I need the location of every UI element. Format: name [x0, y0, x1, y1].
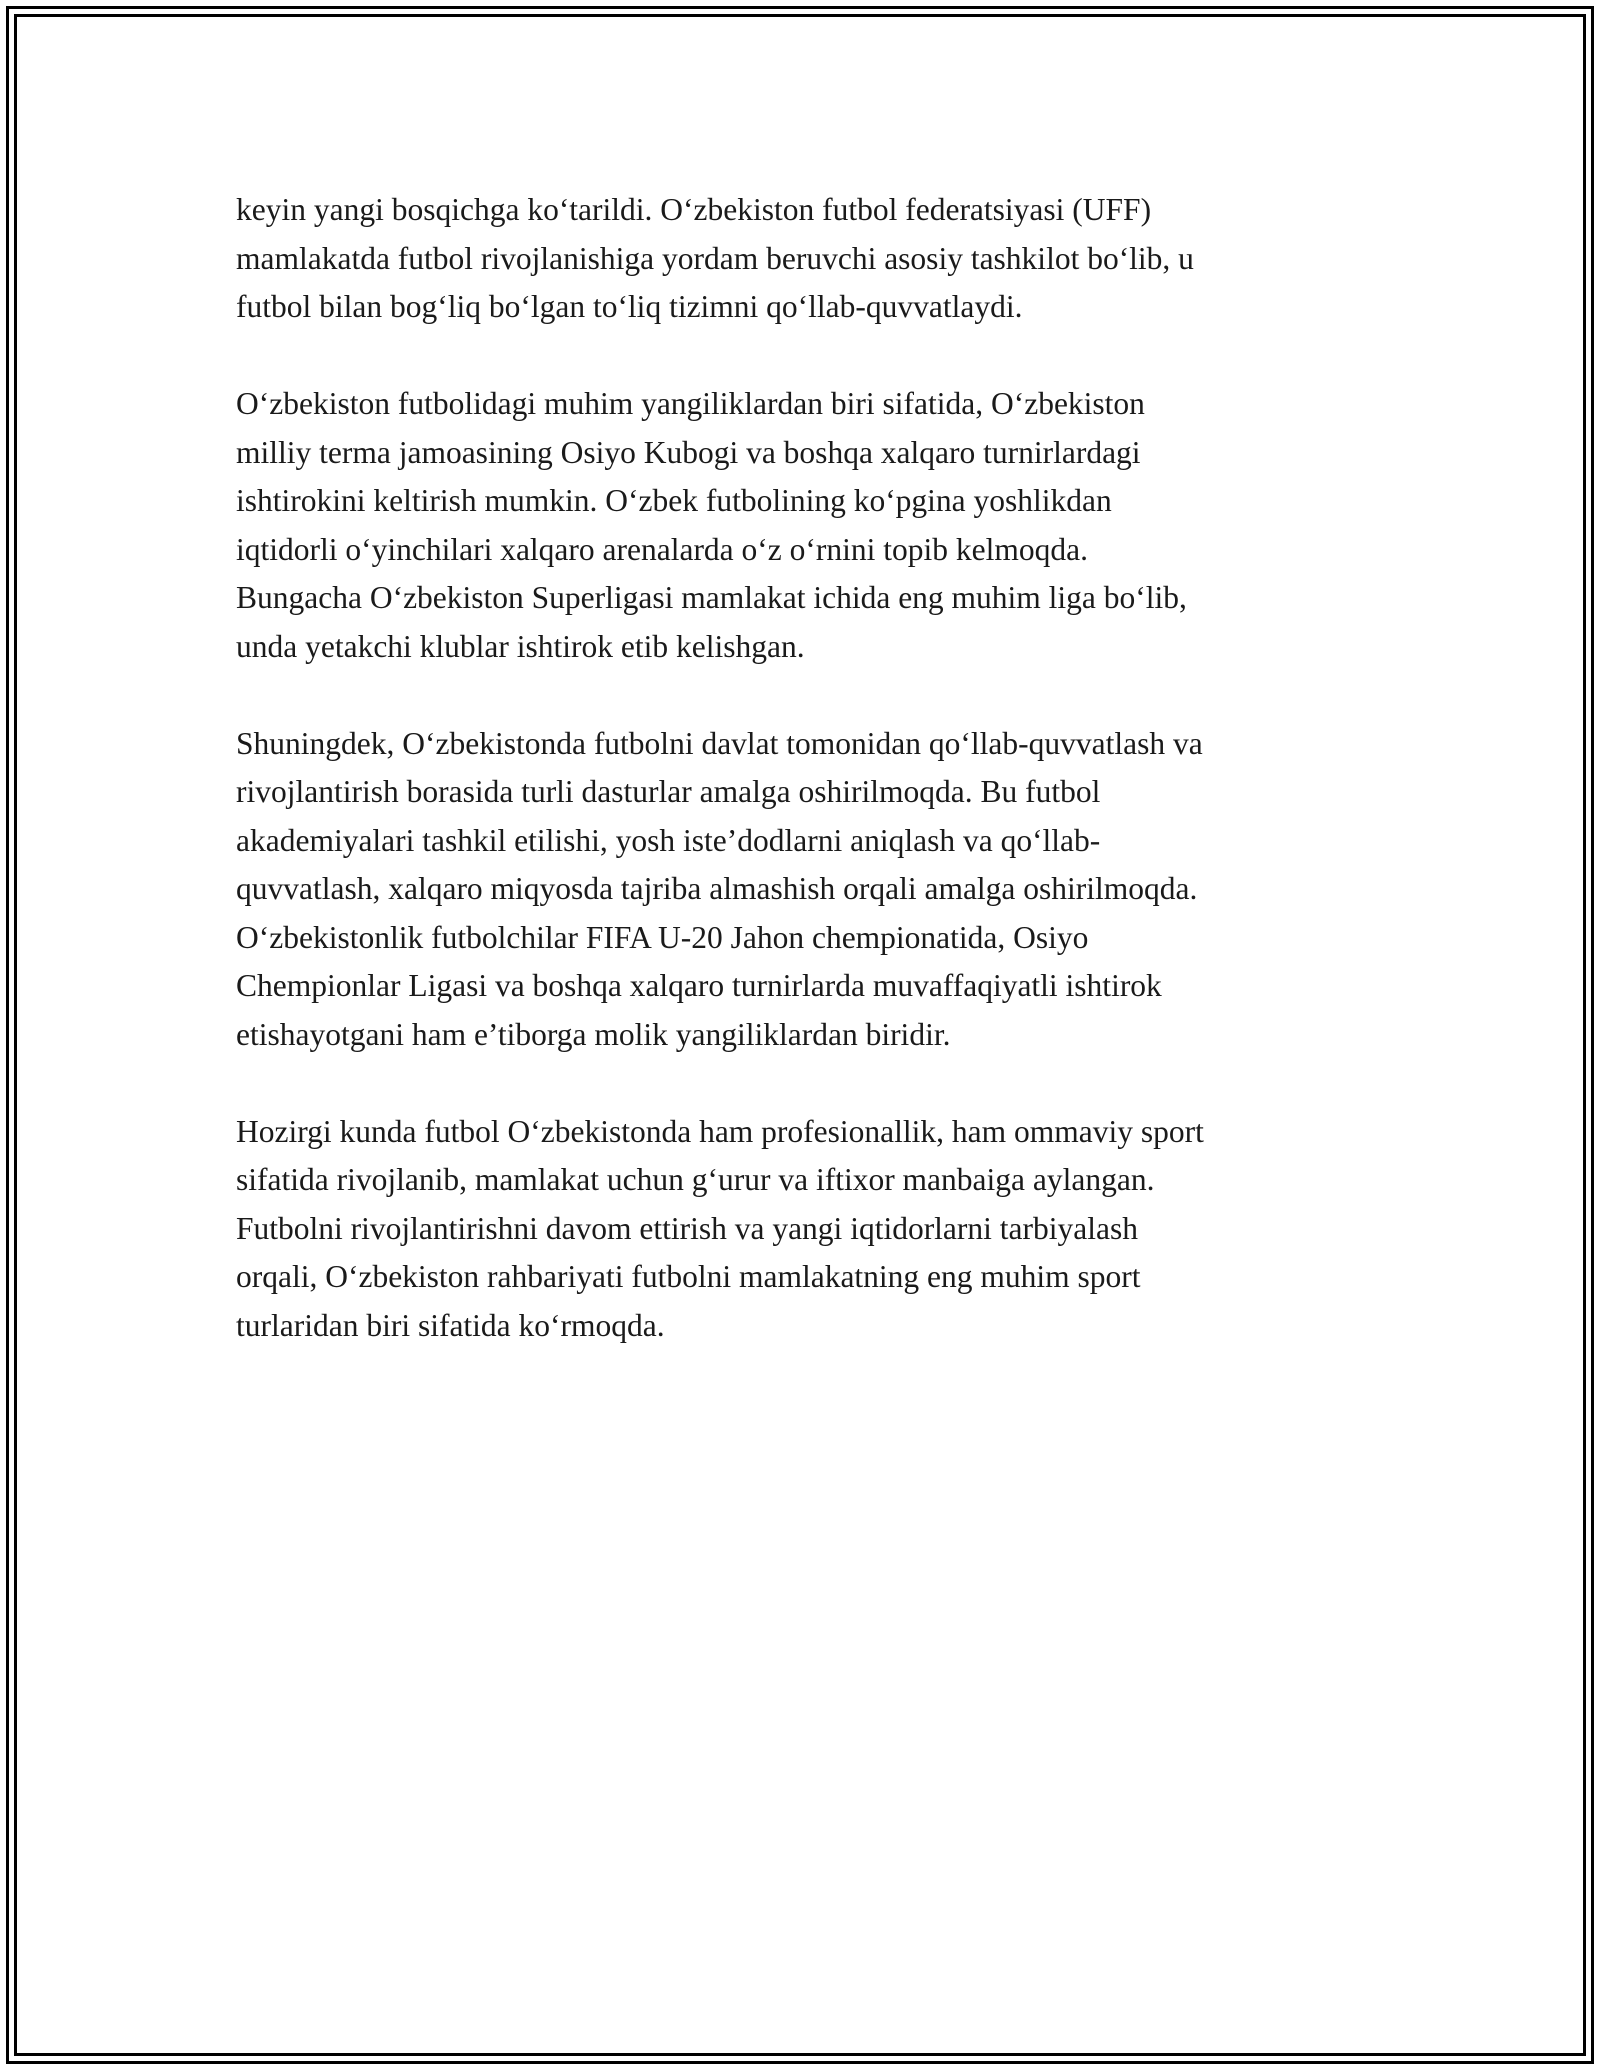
text-line: keyin yangi bosqichga ko‘tarildi. O‘zbekiston futbol federatsiyasi (UFF)	[236, 192, 1152, 227]
text-line: Bungacha O‘zbekiston Superligasi mamlakat ichida eng muhim liga bo‘lib,	[236, 580, 1187, 615]
text-line: turlaridan biri sifatida ko‘rmoqda.	[236, 1307, 665, 1343]
paragraph-national-team	[236, 380, 1376, 671]
text-line: rivojlantirish borasida turli dasturlar amalga oshirilmoqda. Bu futbol	[236, 774, 1101, 809]
text-line: Futbolni rivojlantirishni davom ettirish va yangi iqtidorlarni tarbiyalash	[236, 1210, 1138, 1246]
text-line: unda yetakchi klublar ishtirok etib kelishgan.	[236, 628, 805, 664]
text-line: Hozirgi kunda futbol O‘zbekistonda ham profesionallik, ham ommaviy sport	[236, 1113, 1204, 1149]
paragraph-uff	[236, 186, 1376, 332]
text-line: futbol bilan bog‘liq bo‘lgan to‘liq tizimni qo‘llab-quvvatlaydi.	[236, 289, 1023, 324]
text-line: Shuningdek, O‘zbekistonda futbolni davlat tomonidan qo‘llab-quvvatlash va	[236, 725, 1203, 761]
text-line: O‘zbekiston futbolidagi muhim yangiliklardan biri sifatida, O‘zbekiston	[236, 386, 1145, 421]
document-body	[236, 186, 1376, 1399]
text-line: orqali, O‘zbekiston rahbariyati futbolni mamlakatning eng muhim sport	[236, 1259, 1141, 1294]
text-line: akademiyalari tashkil etilishi, yosh iste’dodlarni aniqlash va qo‘llab-	[236, 822, 1101, 858]
text-line: milliy terma jamoasining Osiyo Kubogi va boshqa xalqaro turnirlardagi	[236, 434, 1141, 470]
text-line: O‘zbekistonlik futbolchilar FIFA U-20 Jahon chempionatida, Osiyo	[236, 919, 1089, 955]
text-line: etishayotgani ham e’tiborga molik yangiliklardan biridir.	[236, 1016, 951, 1052]
paragraph-conclusion	[236, 1108, 1376, 1351]
text-line: ishtirokini keltirish mumkin. O‘zbek futbolining ko‘pgina yoshlikdan	[236, 483, 1112, 518]
paragraph-state-support	[236, 720, 1376, 1060]
text-line: mamlakatda futbol rivojlanishiga yordam beruvchi asosiy tashkilot bo‘lib, u	[236, 240, 1194, 276]
text-line: quvvatlash, xalqaro miqyosda tajriba almashish orqali amalga oshirilmoqda.	[236, 871, 1198, 906]
text-line: iqtidorli o‘yinchilari xalqaro arenalarda o‘z o‘rnini topib kelmoqda.	[236, 531, 1088, 567]
text-line: Chempionlar Ligasi va boshqa xalqaro turnirlarda muvaffaqiyatli ishtirok	[236, 968, 1162, 1003]
text-line: sifatida rivojlanib, mamlakat uchun g‘urur va iftixor manbaiga aylangan.	[236, 1162, 1155, 1197]
